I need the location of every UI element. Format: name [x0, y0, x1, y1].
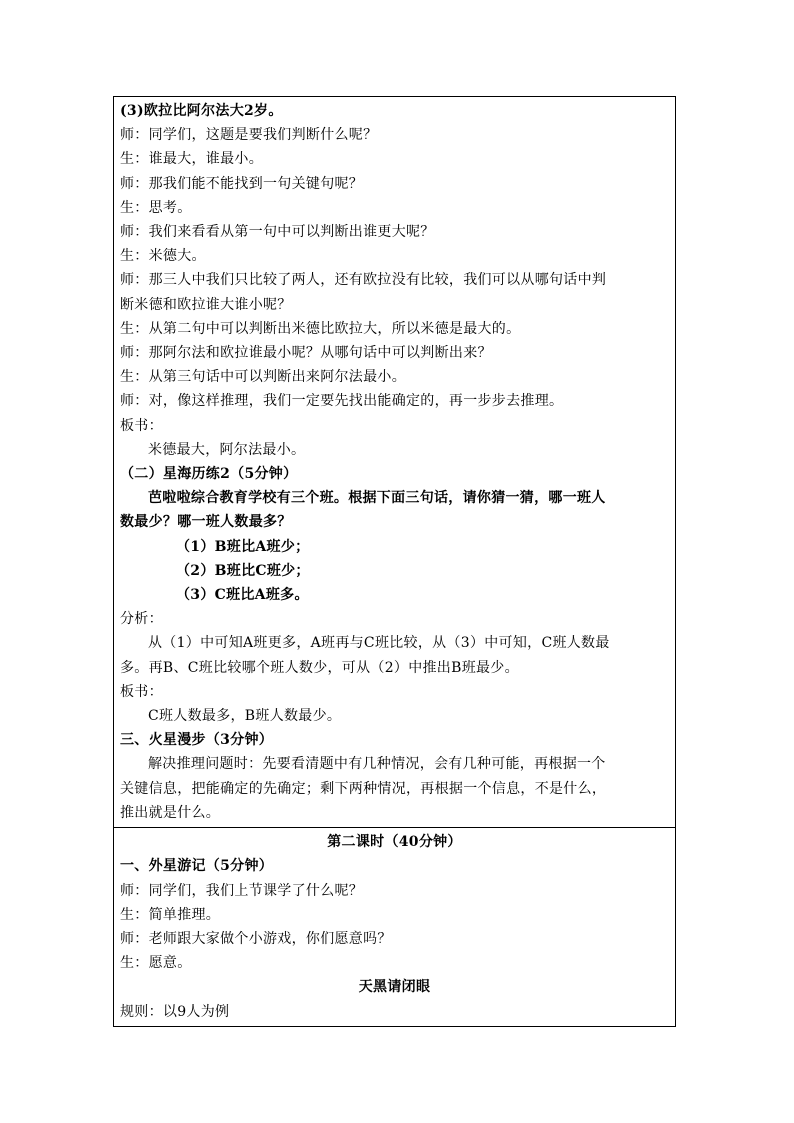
dialogue-line: 生：从第二句中可以判断出米德比欧拉大，所以米德是最大的。	[120, 320, 521, 337]
dialogue-line: 师：那我们能不能找到一句关键句呢？	[120, 175, 364, 192]
analysis-label: 分析：	[120, 611, 163, 628]
summary-text: 推出就是什么。	[120, 804, 221, 821]
problem-text: 芭啦啦综合教育学校有三个班。根据下面三句话，请你猜一猜，哪一班人	[148, 490, 606, 507]
analysis-text: 从（1）中可知A班更多，A班再与C班比较，从（3）中可知，C班人数最	[148, 635, 610, 652]
board-label: 板书：	[120, 683, 163, 700]
lesson-cell-second-period	[114, 827, 675, 1026]
dialogue-line: 生：从第三句话中可以判断出来阿尔法最小。	[120, 369, 406, 386]
dialogue-line: 生：米德大。	[120, 248, 206, 265]
dialogue-line: 生：愿意。	[120, 955, 192, 972]
period-heading: 第二课时（40分钟）	[327, 834, 462, 851]
dialogue-line: 生：简单推理。	[120, 906, 221, 923]
summary-text: 解决推理问题时：先要看清题中有几种情况，会有几种可能，再根据一个	[148, 756, 606, 773]
section-heading-xinghai: （二）星海历练2（5分钟）	[120, 466, 298, 483]
rule-line: 规则：以9人为例	[120, 1003, 230, 1020]
condition-3-line: (3)欧拉比阿尔法大2岁。	[120, 103, 283, 119]
analysis-text: 多。再B、C班比较哪个班人数少，可从（2）中推出B班最少。	[120, 659, 519, 676]
dialogue-line: 生：思考。	[120, 199, 192, 216]
dialogue-line: 师：我们来看看从第一句中可以判断出谁更大呢？	[120, 224, 435, 241]
lesson-plan-table	[113, 96, 676, 1027]
dialogue-line: 师：同学们，这题是要我们判断什么呢？	[120, 127, 378, 144]
problem-text: 数最少？哪一班人数最多？	[120, 514, 292, 531]
game-title: 天黑请闭眼	[358, 979, 431, 996]
board-label: 板书：	[120, 417, 163, 434]
dialogue-line: 师：同学们，我们上节课学了什么呢？	[120, 882, 364, 899]
dialogue-line: 师：那阿尔法和欧拉谁最小呢？从哪句话中可以判断出来？	[120, 345, 492, 362]
board-content: 米德最大，阿尔法最小。	[148, 441, 306, 458]
condition-line: （2）B班比C班少；	[176, 562, 310, 579]
dialogue-line: 生：谁最大，谁最小。	[120, 151, 263, 168]
summary-text: 关键信息，把能确定的先确定；剩下两种情况，再根据一个信息，不是什么，	[120, 780, 607, 797]
section-heading-mars: 三、火星漫步（3分钟）	[120, 732, 274, 749]
board-content: C班人数最多，B班人数最少。	[148, 708, 342, 725]
dialogue-line: 师：对，像这样推理，我们一定要先找出能确定的，再一步步去推理。	[120, 393, 564, 410]
lesson-cell-first-period	[114, 97, 675, 827]
condition-line: （3）C班比A班多。	[176, 587, 309, 604]
dialogue-line: 师：那三人中我们只比较了两人，还有欧拉没有比较，我们可以从哪句话中判	[120, 272, 607, 289]
section-heading-alien: 一、外星游记（5分钟）	[120, 858, 274, 875]
dialogue-line: 师：老师跟大家做个小游戏，你们愿意吗？	[120, 930, 392, 947]
condition-line: （1）B班比A班少；	[176, 538, 310, 555]
dialogue-line: 断米德和欧拉谁大谁小呢？	[120, 296, 292, 313]
